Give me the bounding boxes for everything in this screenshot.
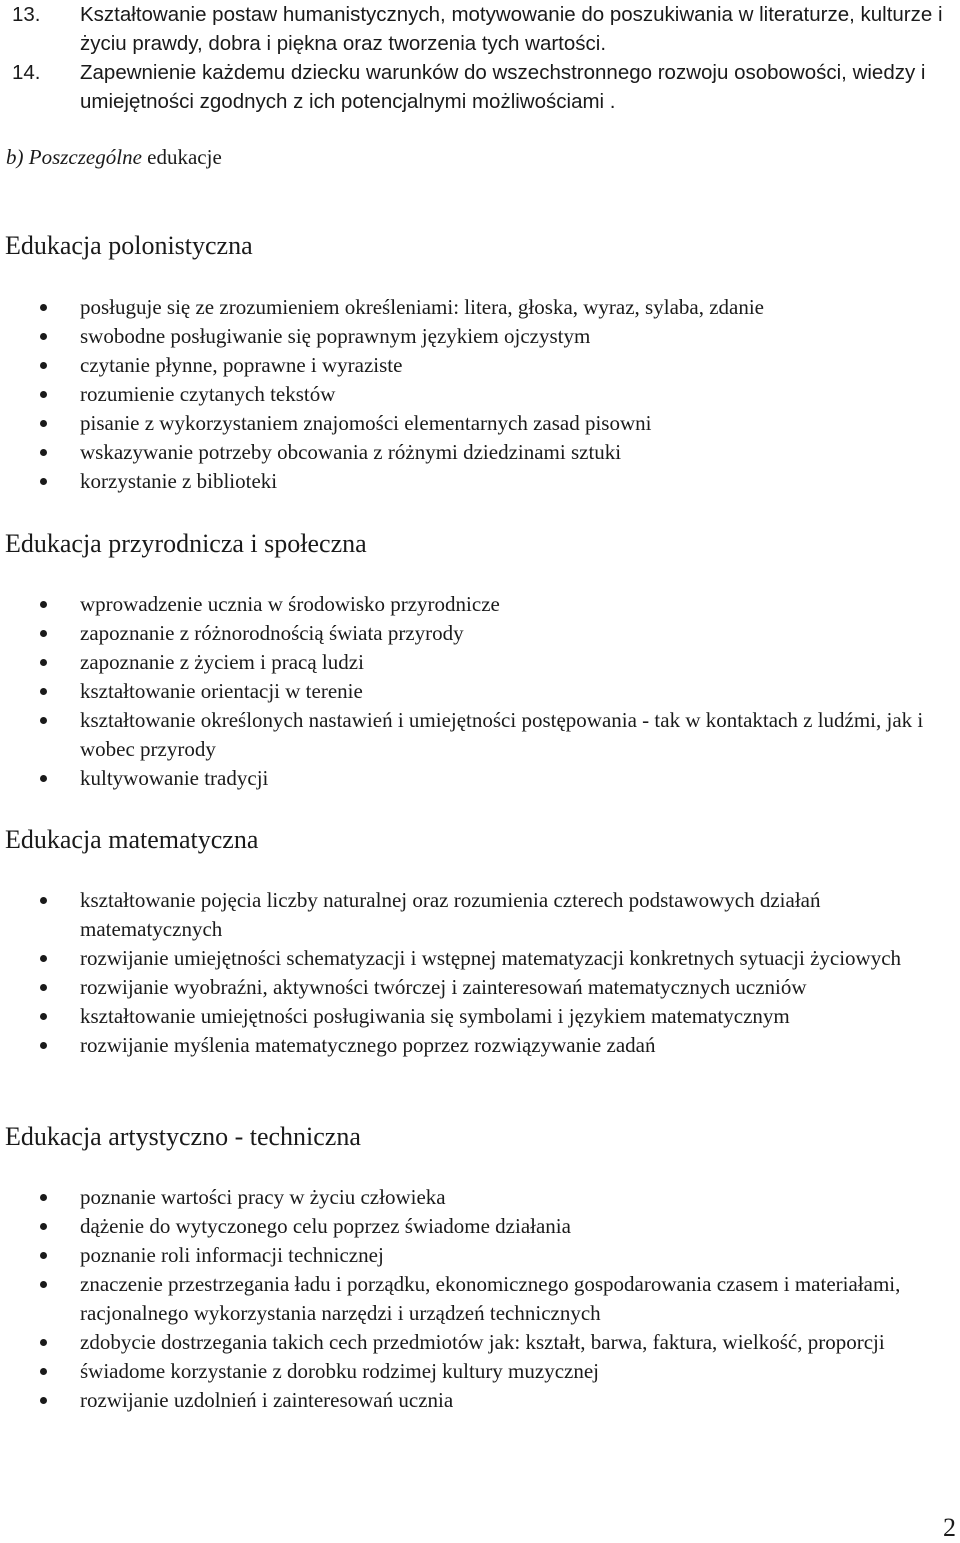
subsection-heading-rest: edukacje: [141, 145, 222, 169]
bullet-icon: [40, 1339, 47, 1346]
list-item: [0, 409, 960, 438]
list-item-text: poznanie wartości pracy w życiu człowieka: [80, 1185, 446, 1209]
section-list-artystyczno-techniczna: [0, 1183, 960, 1415]
bullet-icon: [40, 601, 47, 608]
list-item: [0, 1357, 960, 1386]
list-item: [0, 322, 960, 351]
list-item: [0, 1183, 960, 1212]
list-item-text: zdobycie dostrzegania takich cech przedmiotów jak: kształt, barwa, faktura, wielkość, proporcji: [80, 1330, 885, 1354]
numbered-item: [0, 0, 960, 58]
bullet-icon: [40, 333, 47, 340]
list-item-text: rozwijanie umiejętności schematyzacji i wstępnej matematyzacji konkretnych sytuacji życiowych: [80, 946, 902, 970]
bullet-icon: [40, 1397, 47, 1404]
bullet-icon: [40, 984, 47, 991]
list-item-text: swobodne posługiwanie się poprawnym językiem ojczystym: [80, 324, 591, 348]
list-item: [0, 1002, 960, 1031]
bullet-icon: [40, 1194, 47, 1201]
list-item: [0, 706, 960, 764]
item-number: 14.: [12, 61, 41, 84]
list-item: [0, 293, 960, 322]
bullet-icon: [40, 1013, 47, 1020]
section-title-matematyczna: Edukacja matematyczna: [5, 825, 259, 854]
bullet-icon: [40, 955, 47, 962]
bullet-icon: [40, 304, 47, 311]
list-item-text: kształtowanie pojęcia liczby naturalnej oraz rozumienia czterech podstawowych działań matematycznych: [80, 888, 821, 941]
bullet-icon: [40, 449, 47, 456]
list-item: [0, 1328, 960, 1357]
list-item-text: rozwijanie wyobraźni, aktywności twórczej i zainteresowań matematycznych uczniów: [80, 975, 807, 999]
bullet-icon: [40, 362, 47, 369]
list-item-text: posługuje się ze zrozumieniem określeniami: litera, głoska, wyraz, sylaba, zdanie: [80, 295, 765, 319]
list-item: [0, 764, 960, 793]
bullet-icon: [40, 630, 47, 637]
list-item-text: pisanie z wykorzystaniem znajomości elementarnych zasad pisowni: [80, 411, 652, 435]
list-item: [0, 351, 960, 380]
item-text: Kształtowanie postaw humanistycznych, motywowanie do poszukiwania w literaturze, kulturze i życiu prawdy, dobra i piękna oraz tworzenia tych wartości.: [80, 3, 943, 55]
list-item-text: kształtowanie umiejętności posługiwania się symbolami i językiem matematycznym: [80, 1004, 790, 1028]
bullet-icon: [40, 1368, 47, 1375]
list-item-text: korzystanie z biblioteki: [80, 469, 278, 493]
bullet-icon: [40, 775, 47, 782]
list-item-text: kultywowanie tradycji: [80, 766, 269, 790]
list-item: [0, 944, 960, 973]
bullet-icon: [40, 420, 47, 427]
list-item-text: zapoznanie z życiem i pracą ludzi: [80, 650, 364, 674]
section-title-polonistyczna: Edukacja polonistyczna: [5, 231, 253, 260]
list-item-text: zapoznanie z różnorodnością świata przyrody: [80, 621, 464, 645]
section-list-polonistyczna: [0, 293, 960, 496]
list-item-text: poznanie roli informacji technicznej: [80, 1243, 384, 1267]
bullet-icon: [40, 1252, 47, 1259]
bullet-icon: [40, 659, 47, 666]
bullet-icon: [40, 1281, 47, 1288]
bullet-icon: [40, 688, 47, 695]
list-item: [0, 619, 960, 648]
list-item: [0, 1386, 960, 1415]
list-item-text: wskazywanie potrzeby obcowania z różnymi dziedzinami sztuki: [80, 440, 622, 464]
section-title-artystyczno-techniczna: Edukacja artystyczno - techniczna: [5, 1122, 361, 1151]
list-item: [0, 467, 960, 496]
list-item-text: czytanie płynne, poprawne i wyraziste: [80, 353, 403, 377]
bullet-icon: [40, 1042, 47, 1049]
list-item-text: wprowadzenie ucznia w środowisko przyrodnicze: [80, 592, 500, 616]
list-item-text: dążenie do wytyczonego celu poprzez świadome działania: [80, 1214, 571, 1238]
section-title-przyrodnicza: Edukacja przyrodnicza i społeczna: [5, 529, 367, 558]
bullet-icon: [40, 391, 47, 398]
section-list-przyrodnicza: [0, 590, 960, 793]
list-item-text: kształtowanie orientacji w terenie: [80, 679, 363, 703]
list-item-text: kształtowanie określonych nastawień i umiejętności postępowania - tak w kontaktach z ludźmi, jak i wobec przyrody: [80, 708, 924, 761]
list-item: [0, 886, 960, 944]
list-item: [0, 1270, 960, 1328]
page-number: 2: [943, 1513, 956, 1542]
list-item-text: rozwijanie uzdolnień i zainteresowań ucznia: [80, 1388, 454, 1412]
list-item: [0, 1241, 960, 1270]
list-item: [0, 973, 960, 1002]
list-item: [0, 438, 960, 467]
bullet-icon: [40, 478, 47, 485]
list-item: [0, 590, 960, 619]
bullet-icon: [40, 717, 47, 724]
item-text: Zapewnienie każdemu dziecku warunków do wszechstronnego rozwoju osobowości, wiedzy i umiejętności zgodnych z ich potencjalnymi możliwościami .: [80, 61, 926, 113]
list-item: [0, 648, 960, 677]
numbered-item: [0, 58, 960, 116]
list-item: [0, 1031, 960, 1060]
list-item-text: świadome korzystanie z dorobku rodzimej kultury muzycznej: [80, 1359, 600, 1383]
subsection-heading: [6, 140, 222, 174]
list-item: [0, 1212, 960, 1241]
bullet-icon: [40, 1223, 47, 1230]
list-item: [0, 380, 960, 409]
list-item-text: rozumienie czytanych tekstów: [80, 382, 336, 406]
list-item: [0, 677, 960, 706]
section-list-matematyczna: [0, 886, 960, 1060]
subsection-heading-italic: b) Poszczególne: [6, 145, 142, 169]
item-number: 13.: [12, 3, 41, 26]
bullet-icon: [40, 897, 47, 904]
list-item-text: rozwijanie myślenia matematycznego poprzez rozwiązywanie zadań: [80, 1033, 656, 1057]
list-item-text: znaczenie przestrzegania ładu i porządku, ekonomicznego gospodarowania czasem i materiałami, racjonalnego wykorzystania narzędzi i urządzeń technicznych: [80, 1272, 901, 1325]
numbered-goals-list: [0, 0, 960, 116]
